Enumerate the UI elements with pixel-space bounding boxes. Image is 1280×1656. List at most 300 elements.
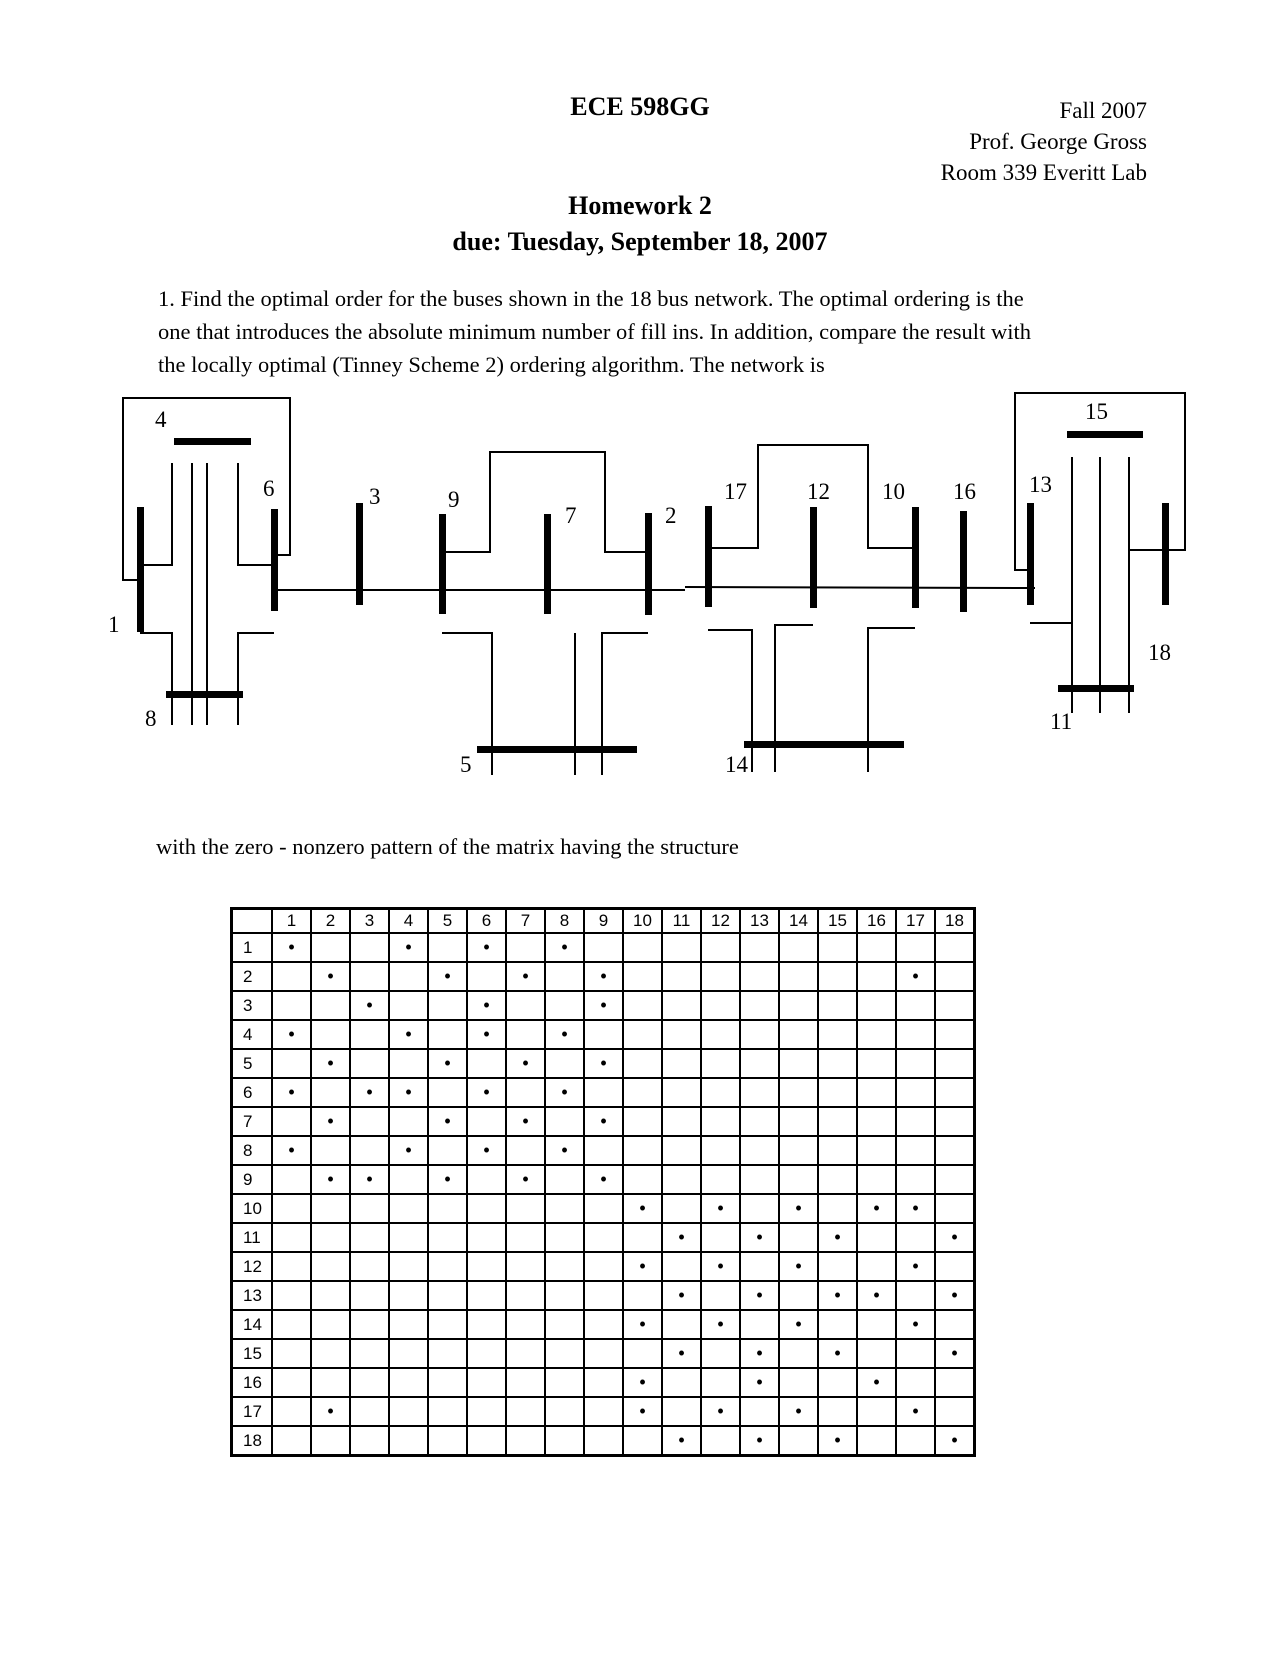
zero-cell xyxy=(272,962,311,991)
zero-cell xyxy=(935,1020,975,1049)
matrix-col-header: 1 xyxy=(272,909,311,934)
matrix-row xyxy=(232,1107,975,1136)
zero-cell xyxy=(818,1107,857,1136)
matrix-col-header: 18 xyxy=(935,909,975,934)
nonzero-cell: • xyxy=(467,991,506,1020)
nonzero-cell: • xyxy=(311,1397,350,1426)
nonzero-cell: • xyxy=(584,1049,623,1078)
zero-cell xyxy=(896,1223,935,1252)
nonzero-cell: • xyxy=(662,1223,701,1252)
zero-cell xyxy=(506,1310,545,1339)
matrix-row xyxy=(232,1252,975,1281)
zero-cell xyxy=(584,933,623,962)
zero-cell xyxy=(857,1310,896,1339)
zero-cell xyxy=(935,1136,975,1165)
zero-cell xyxy=(896,1020,935,1049)
matrix-col-header: 6 xyxy=(467,909,506,934)
nonzero-cell: • xyxy=(584,962,623,991)
matrix-row-header: 3 xyxy=(232,991,273,1020)
zero-cell xyxy=(896,933,935,962)
nonzero-cell: • xyxy=(584,1165,623,1194)
zero-cell xyxy=(701,1426,740,1456)
network-diagram xyxy=(0,380,1280,820)
matrix-col-header: 2 xyxy=(311,909,350,934)
zero-cell xyxy=(467,1165,506,1194)
zero-cell xyxy=(584,1252,623,1281)
nonzero-cell: • xyxy=(272,1078,311,1107)
zero-cell xyxy=(935,1397,975,1426)
zero-cell xyxy=(389,1426,428,1456)
zero-cell xyxy=(545,1223,584,1252)
bus-label-13: 13 xyxy=(1029,472,1052,497)
zero-cell xyxy=(896,991,935,1020)
zero-cell xyxy=(311,1078,350,1107)
zero-cell xyxy=(818,933,857,962)
zero-cell xyxy=(662,1194,701,1223)
nonzero-cell: • xyxy=(428,1107,467,1136)
matrix-col-header: 4 xyxy=(389,909,428,934)
bus-label-5: 5 xyxy=(460,752,472,777)
zero-cell xyxy=(350,1397,389,1426)
matrix-row-header: 10 xyxy=(232,1194,273,1223)
zero-cell xyxy=(623,1426,662,1456)
zero-cell xyxy=(740,1049,779,1078)
matrix-row-header: 7 xyxy=(232,1107,273,1136)
matrix-col-header: 9 xyxy=(584,909,623,934)
matrix-row xyxy=(232,1426,975,1456)
zero-cell xyxy=(623,962,662,991)
zero-cell xyxy=(935,962,975,991)
nonzero-cell: • xyxy=(350,1078,389,1107)
bus-label-17: 17 xyxy=(724,479,747,504)
matrix-row xyxy=(232,991,975,1020)
zero-cell xyxy=(623,1049,662,1078)
nonzero-cell: • xyxy=(428,962,467,991)
zero-cell xyxy=(701,1136,740,1165)
matrix-col-header: 7 xyxy=(506,909,545,934)
zero-cell xyxy=(428,1136,467,1165)
nonzero-cell: • xyxy=(623,1194,662,1223)
zero-cell xyxy=(311,991,350,1020)
zero-cell xyxy=(506,1020,545,1049)
zero-cell xyxy=(545,1252,584,1281)
zero-cell xyxy=(779,1136,818,1165)
zero-cell xyxy=(389,1223,428,1252)
matrix-col-header: 12 xyxy=(701,909,740,934)
zero-cell xyxy=(311,1426,350,1456)
zero-cell xyxy=(623,1223,662,1252)
zero-cell xyxy=(701,1223,740,1252)
zero-cell xyxy=(350,1426,389,1456)
zero-cell xyxy=(935,933,975,962)
zero-cell xyxy=(818,962,857,991)
zero-cell xyxy=(935,1078,975,1107)
nonzero-cell: • xyxy=(389,933,428,962)
matrix-row-header: 6 xyxy=(232,1078,273,1107)
zero-cell xyxy=(779,1339,818,1368)
nonzero-cell: • xyxy=(311,962,350,991)
nonzero-cell: • xyxy=(662,1426,701,1456)
bus-label-9: 9 xyxy=(448,487,460,512)
nonzero-cell: • xyxy=(935,1223,975,1252)
matrix-row-header: 12 xyxy=(232,1252,273,1281)
matrix-row xyxy=(232,933,975,962)
zero-cell xyxy=(662,1252,701,1281)
zero-cell xyxy=(701,1049,740,1078)
zero-cell xyxy=(623,1165,662,1194)
zero-cell xyxy=(701,1020,740,1049)
nonzero-cell: • xyxy=(779,1397,818,1426)
zero-cell xyxy=(818,1136,857,1165)
zero-cell xyxy=(311,1223,350,1252)
zero-cell xyxy=(623,1136,662,1165)
bus-label-11: 11 xyxy=(1050,709,1073,734)
nonzero-cell: • xyxy=(779,1194,818,1223)
zero-cell xyxy=(428,1252,467,1281)
zero-cell xyxy=(857,962,896,991)
zero-cell xyxy=(311,1252,350,1281)
nonzero-cell: • xyxy=(545,1136,584,1165)
bus-label-18: 18 xyxy=(1148,640,1171,665)
matrix-row xyxy=(232,1020,975,1049)
zero-cell xyxy=(272,1397,311,1426)
nonzero-cell: • xyxy=(389,1020,428,1049)
zero-cell xyxy=(662,1136,701,1165)
matrix-col-header: 15 xyxy=(818,909,857,934)
bus-label-6: 6 xyxy=(263,476,275,501)
zero-cell xyxy=(428,1368,467,1397)
zero-cell xyxy=(545,1397,584,1426)
zero-cell xyxy=(350,1281,389,1310)
zero-cell xyxy=(818,991,857,1020)
zero-cell xyxy=(896,1049,935,1078)
nonzero-cell: • xyxy=(935,1426,975,1456)
zero-cell xyxy=(272,1049,311,1078)
due-date: due: Tuesday, September 18, 2007 xyxy=(452,227,828,256)
nonzero-cell: • xyxy=(935,1281,975,1310)
zero-cell xyxy=(545,1426,584,1456)
zero-cell xyxy=(272,991,311,1020)
zero-cell xyxy=(818,1020,857,1049)
term: Fall 2007 xyxy=(1059,98,1147,123)
nonzero-cell: • xyxy=(506,962,545,991)
zero-cell xyxy=(740,1078,779,1107)
zero-cell xyxy=(935,1368,975,1397)
zero-cell xyxy=(857,1136,896,1165)
matrix-row xyxy=(232,1078,975,1107)
matrix-row-header: 15 xyxy=(232,1339,273,1368)
nonzero-cell: • xyxy=(740,1339,779,1368)
matrix-row xyxy=(232,1281,975,1310)
zero-cell xyxy=(896,1165,935,1194)
zero-cell xyxy=(467,1368,506,1397)
zero-cell xyxy=(662,1368,701,1397)
zero-cell xyxy=(467,1194,506,1223)
nonzero-cell: • xyxy=(935,1339,975,1368)
zero-cell xyxy=(740,1165,779,1194)
matrix-row xyxy=(232,1339,975,1368)
zero-cell xyxy=(506,1368,545,1397)
nonzero-cell: • xyxy=(506,1049,545,1078)
zero-cell xyxy=(701,933,740,962)
zero-cell xyxy=(311,1281,350,1310)
zero-cell xyxy=(857,1397,896,1426)
nonzero-cell: • xyxy=(350,991,389,1020)
zero-cell xyxy=(467,1281,506,1310)
zero-cell xyxy=(545,1339,584,1368)
zero-cell xyxy=(428,1223,467,1252)
zero-cell xyxy=(779,1165,818,1194)
zero-cell xyxy=(623,1339,662,1368)
zero-cell xyxy=(467,1397,506,1426)
zero-cell xyxy=(779,1426,818,1456)
zero-cell xyxy=(350,1310,389,1339)
zero-cell xyxy=(545,1194,584,1223)
nonzero-cell: • xyxy=(701,1252,740,1281)
zero-cell xyxy=(389,1339,428,1368)
matrix-col-header: 3 xyxy=(350,909,389,934)
zero-cell xyxy=(857,1165,896,1194)
zero-cell xyxy=(857,1252,896,1281)
zero-cell xyxy=(389,1165,428,1194)
matrix-col-header: 10 xyxy=(623,909,662,934)
bus-label-14: 14 xyxy=(725,752,748,777)
zero-cell xyxy=(350,1020,389,1049)
zero-cell xyxy=(779,1020,818,1049)
nonzero-cell: • xyxy=(623,1252,662,1281)
zero-cell xyxy=(350,1107,389,1136)
matrix-row xyxy=(232,1223,975,1252)
zero-cell xyxy=(857,1339,896,1368)
zero-cell xyxy=(662,962,701,991)
zero-cell xyxy=(896,1426,935,1456)
nonzero-cell: • xyxy=(740,1223,779,1252)
zero-cell xyxy=(389,1107,428,1136)
zero-cell xyxy=(428,1281,467,1310)
matrix-col-header: 5 xyxy=(428,909,467,934)
zero-cell xyxy=(311,1194,350,1223)
zero-cell xyxy=(857,1078,896,1107)
zero-cell xyxy=(545,1368,584,1397)
matrix-row xyxy=(232,1165,975,1194)
zero-cell xyxy=(389,1049,428,1078)
zero-cell xyxy=(584,1020,623,1049)
zero-cell xyxy=(662,1049,701,1078)
matrix-row xyxy=(232,1368,975,1397)
matrix-row-header: 2 xyxy=(232,962,273,991)
zero-cell xyxy=(350,1252,389,1281)
zero-cell xyxy=(740,1310,779,1339)
zero-cell xyxy=(584,1339,623,1368)
bus-label-3: 3 xyxy=(369,484,381,509)
matrix-row xyxy=(232,962,975,991)
zero-cell xyxy=(701,962,740,991)
zero-cell xyxy=(701,1339,740,1368)
nonzero-cell: • xyxy=(818,1339,857,1368)
zero-cell xyxy=(467,1107,506,1136)
nonzero-cell: • xyxy=(740,1281,779,1310)
bus-label-15: 15 xyxy=(1085,399,1108,424)
nonzero-cell: • xyxy=(545,1020,584,1049)
zero-cell xyxy=(545,1049,584,1078)
matrix-body xyxy=(232,933,975,1456)
zero-cell xyxy=(740,991,779,1020)
matrix-row xyxy=(232,1194,975,1223)
matrix-row xyxy=(232,1136,975,1165)
nonzero-cell: • xyxy=(740,1426,779,1456)
nonzero-cell: • xyxy=(467,1136,506,1165)
nonzero-cell: • xyxy=(389,1078,428,1107)
nonzero-cell: • xyxy=(272,1020,311,1049)
problem-statement xyxy=(158,282,1138,381)
matrix-corner xyxy=(232,909,273,934)
nonzero-cell: • xyxy=(272,933,311,962)
zero-cell xyxy=(896,1368,935,1397)
zero-cell xyxy=(506,1426,545,1456)
zero-cell xyxy=(896,1078,935,1107)
zero-cell xyxy=(506,991,545,1020)
zero-cell xyxy=(467,1252,506,1281)
matrix-header-row xyxy=(232,909,975,934)
nonzero-cell: • xyxy=(467,1020,506,1049)
bus-label-2: 2 xyxy=(665,503,677,528)
nonzero-cell: • xyxy=(545,1078,584,1107)
zero-cell xyxy=(701,1107,740,1136)
zero-cell xyxy=(467,962,506,991)
nonzero-cell: • xyxy=(701,1397,740,1426)
zero-cell xyxy=(779,991,818,1020)
room: Room 339 Everitt Lab xyxy=(940,160,1147,185)
nonzero-cell: • xyxy=(896,1397,935,1426)
zero-cell xyxy=(662,1020,701,1049)
zero-cell xyxy=(506,1136,545,1165)
zero-cell xyxy=(506,1252,545,1281)
zero-cell xyxy=(350,1223,389,1252)
zero-cell xyxy=(545,962,584,991)
zero-cell xyxy=(935,1310,975,1339)
zero-cell xyxy=(272,1252,311,1281)
nonzero-cell: • xyxy=(350,1165,389,1194)
bus-label-4: 4 xyxy=(155,407,167,432)
professor: Prof. George Gross xyxy=(969,129,1147,154)
zero-cell xyxy=(896,1339,935,1368)
zero-cell xyxy=(935,1165,975,1194)
zero-cell xyxy=(428,933,467,962)
nonzero-cell: • xyxy=(662,1281,701,1310)
zero-cell xyxy=(662,933,701,962)
nonzero-cell: • xyxy=(311,1049,350,1078)
nonzero-cell: • xyxy=(311,1165,350,1194)
nonzero-cell: • xyxy=(467,933,506,962)
zero-cell xyxy=(701,1078,740,1107)
zero-cell xyxy=(584,1078,623,1107)
zero-cell xyxy=(350,1194,389,1223)
zero-cell xyxy=(311,1020,350,1049)
zero-cell xyxy=(467,1339,506,1368)
zero-cell xyxy=(623,1107,662,1136)
nonzero-cell: • xyxy=(662,1339,701,1368)
zero-cell xyxy=(623,991,662,1020)
zero-cell xyxy=(506,1078,545,1107)
zero-cell xyxy=(662,1310,701,1339)
nonzero-cell: • xyxy=(857,1368,896,1397)
zero-cell xyxy=(467,1223,506,1252)
zero-cell xyxy=(857,1020,896,1049)
nonzero-cell: • xyxy=(545,933,584,962)
zero-cell xyxy=(389,991,428,1020)
zero-cell xyxy=(818,1049,857,1078)
zero-cell xyxy=(584,1281,623,1310)
zero-cell xyxy=(935,1252,975,1281)
matrix-col-header: 11 xyxy=(662,909,701,934)
zero-cell xyxy=(506,1223,545,1252)
zero-cell xyxy=(272,1165,311,1194)
nonzero-cell: • xyxy=(584,1107,623,1136)
zero-cell xyxy=(701,991,740,1020)
zero-cell xyxy=(623,1281,662,1310)
zero-cell xyxy=(272,1281,311,1310)
zero-cell xyxy=(701,1368,740,1397)
zero-cell xyxy=(428,1310,467,1339)
nonzero-cell: • xyxy=(896,1194,935,1223)
zero-cell xyxy=(818,1368,857,1397)
nonzero-cell: • xyxy=(701,1194,740,1223)
matrix-col-header: 8 xyxy=(545,909,584,934)
matrix-col-header: 14 xyxy=(779,909,818,934)
zero-cell xyxy=(272,1310,311,1339)
nonzero-cell: • xyxy=(779,1310,818,1339)
matrix-row-header: 5 xyxy=(232,1049,273,1078)
zero-cell xyxy=(857,1426,896,1456)
matrix-row-header: 9 xyxy=(232,1165,273,1194)
zero-cell xyxy=(545,1281,584,1310)
zero-cell xyxy=(350,933,389,962)
zero-cell xyxy=(350,1339,389,1368)
zero-cell xyxy=(857,1049,896,1078)
bus-label-8: 8 xyxy=(145,706,157,731)
zero-cell xyxy=(740,933,779,962)
matrix-row-header: 18 xyxy=(232,1426,273,1456)
zero-cell xyxy=(467,1049,506,1078)
zero-cell xyxy=(818,1194,857,1223)
nonzero-cell: • xyxy=(818,1426,857,1456)
zero-cell xyxy=(311,1310,350,1339)
zero-cell xyxy=(311,1339,350,1368)
zero-cell xyxy=(623,1020,662,1049)
zero-cell xyxy=(662,1107,701,1136)
zero-cell xyxy=(506,933,545,962)
zero-cell xyxy=(779,962,818,991)
zero-cell xyxy=(428,1397,467,1426)
zero-cell xyxy=(389,962,428,991)
zero-cell xyxy=(896,1136,935,1165)
matrix-col-header: 13 xyxy=(740,909,779,934)
zero-cell xyxy=(662,1078,701,1107)
zero-cell xyxy=(584,1310,623,1339)
matrix-caption: with the zero - nonzero pattern of the matrix having the structure xyxy=(156,834,739,859)
zero-cell xyxy=(272,1339,311,1368)
zero-cell xyxy=(935,1049,975,1078)
nonzero-cell: • xyxy=(896,1252,935,1281)
zero-cell xyxy=(857,1223,896,1252)
zero-cell xyxy=(779,1078,818,1107)
nonzero-cell: • xyxy=(272,1136,311,1165)
zero-cell xyxy=(545,991,584,1020)
zero-cell xyxy=(428,1426,467,1456)
matrix-row xyxy=(232,1049,975,1078)
zero-cell xyxy=(857,991,896,1020)
zero-cell xyxy=(506,1339,545,1368)
